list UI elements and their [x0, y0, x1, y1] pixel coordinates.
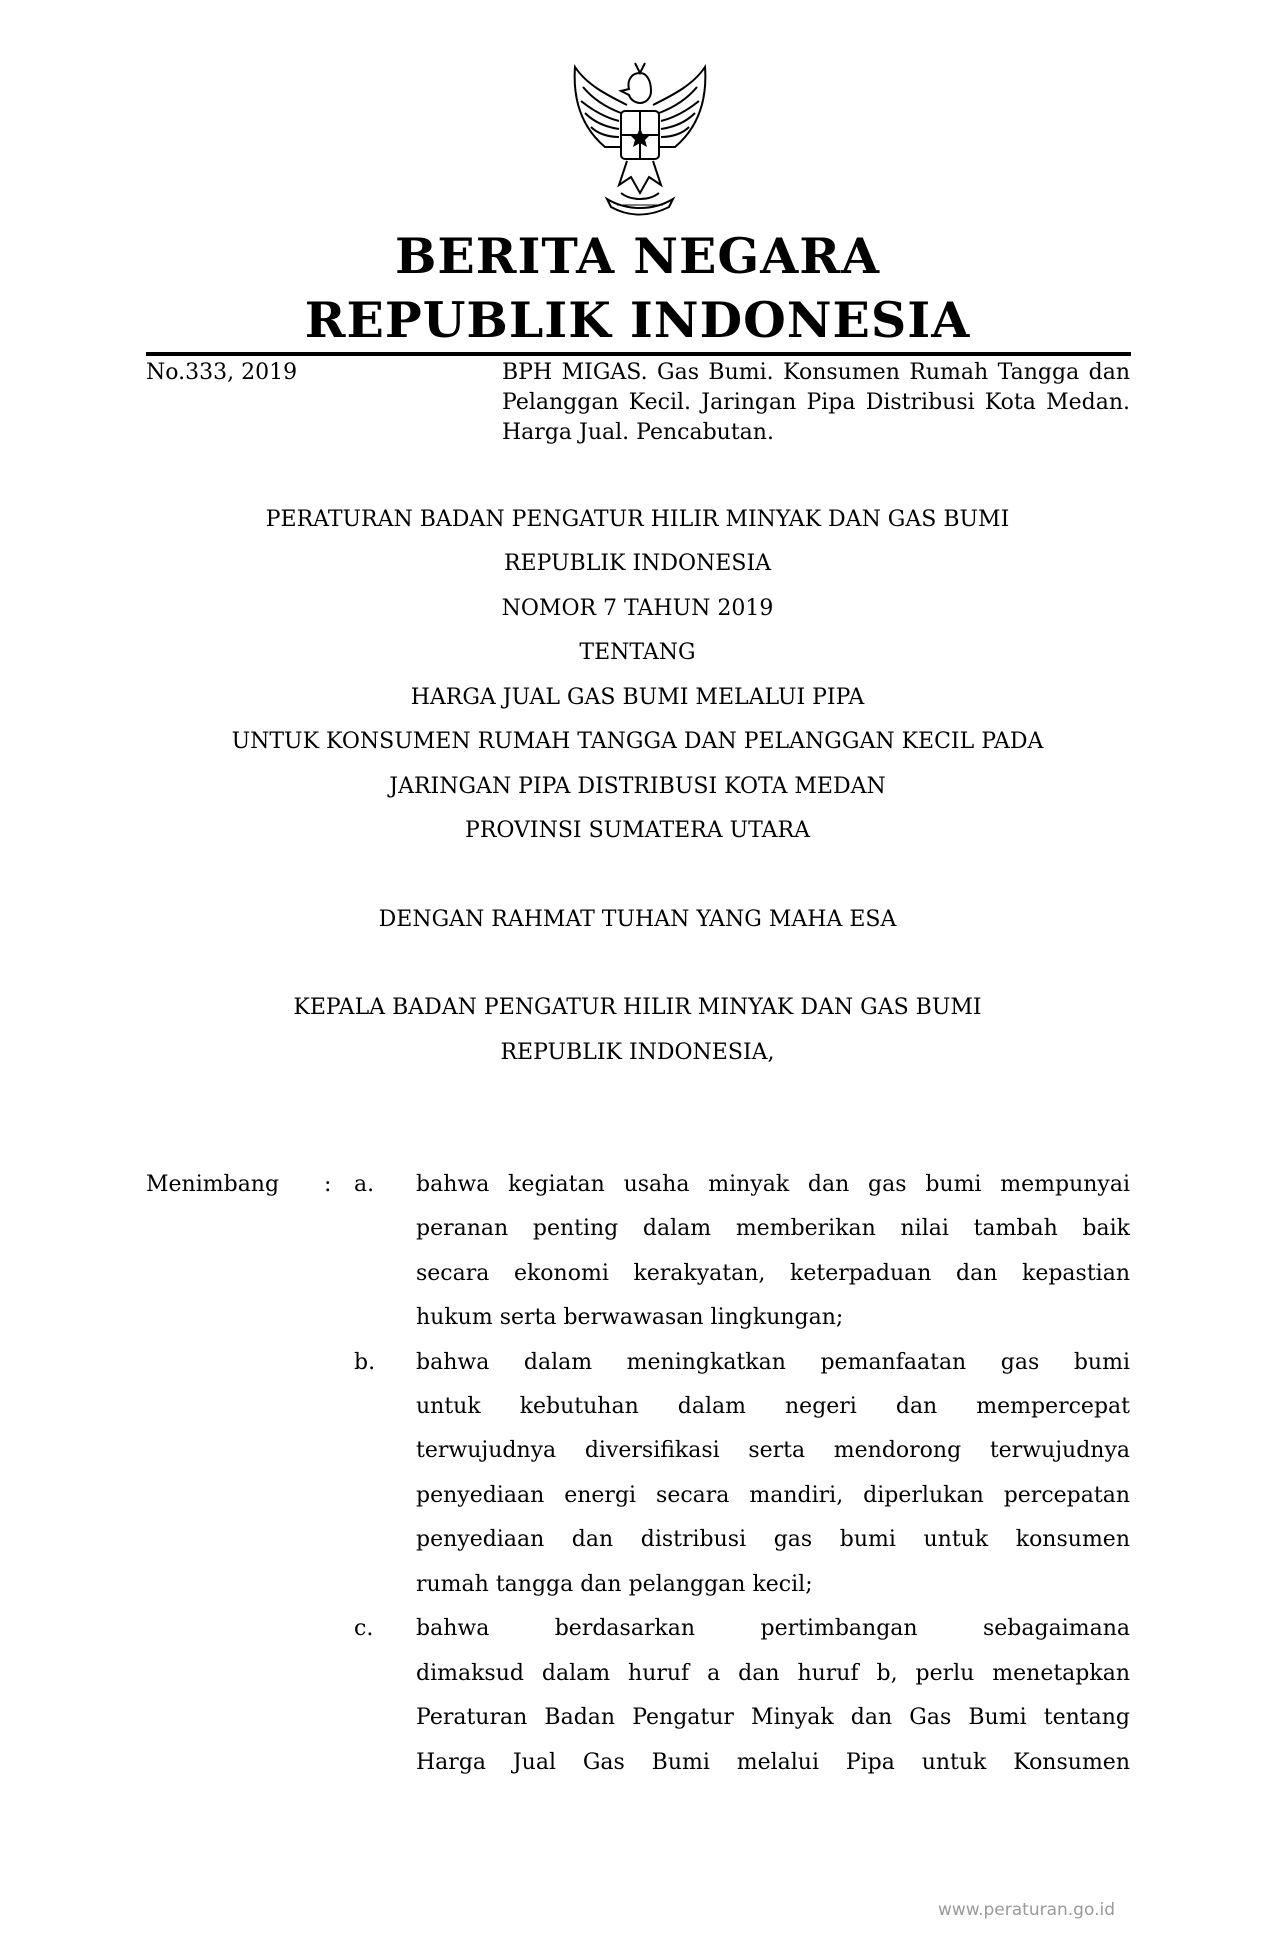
item-line: penyediaan dan distribusi gas bumi untuk konsumen — [416, 1527, 1130, 1552]
item-line: terwujudnya diversifikasi serta mendorong terwujudnya — [416, 1438, 1130, 1463]
regulation-title-line: UNTUK KONSUMEN RUMAH TANGGA DAN PELANGGAN KECIL PADA — [231, 729, 1044, 754]
garuda-emblem-icon — [557, 55, 723, 225]
item-letter: a. — [354, 1172, 375, 1197]
item-line: secara ekonomi kerakyatan, keterpaduan dan kepastian — [416, 1261, 1130, 1286]
regulation-title-line: PERATURAN BADAN PENGATUR HILIR MINYAK DAN GAS BUMI — [265, 507, 1010, 532]
item-line: dimaksud dalam huruf a dan huruf b, perlu menetapkan — [416, 1661, 1130, 1686]
item-letter: b. — [354, 1350, 376, 1375]
item-line: rumah tangga dan pelanggan kecil; — [416, 1572, 813, 1597]
blessing-line: DENGAN RAHMAT TUHAN YANG MAHA ESA — [378, 907, 897, 932]
regulation-title-line: PROVINSI SUMATERA UTARA — [465, 818, 810, 843]
item-line: peranan penting dalam memberikan nilai tambah baik — [416, 1216, 1130, 1241]
item-line: bahwa dalam meningkatkan pemanfaatan gas bumi — [416, 1350, 1130, 1375]
item-line: Harga Jual Gas Bumi melalui Pipa untuk Konsumen — [416, 1750, 1130, 1775]
masthead-subtitle: REPUBLIK INDONESIA — [304, 291, 971, 349]
authority-line: KEPALA BADAN PENGATUR HILIR MINYAK DAN GAS BUMI — [293, 995, 982, 1020]
masthead-title: BERITA NEGARA — [394, 227, 880, 285]
regulation-title-line: HARGA JUAL GAS BUMI MELALUI PIPA — [410, 685, 865, 710]
considering-colon: : — [324, 1172, 332, 1197]
gazette-subject: BPH MIGAS. Gas Bumi. Konsumen Rumah Tangga dan Pelanggan Kecil. Jaringan Pipa Distribusi Kota Medan. Harga Jual. Pencabutan. — [502, 360, 1130, 445]
item-letter: c. — [354, 1616, 374, 1641]
authority-line: REPUBLIK INDONESIA, — [500, 1040, 775, 1065]
regulation-title-line: REPUBLIK INDONESIA — [503, 551, 772, 576]
masthead-rule — [146, 352, 1131, 356]
regulation-title-line: TENTANG — [579, 640, 696, 665]
item-line: bahwa kegiatan usaha minyak dan gas bumi mempunyai — [416, 1172, 1130, 1197]
item-line: penyediaan energi secara mandiri, diperlukan percepatan — [416, 1483, 1130, 1508]
item-line: untuk kebutuhan dalam negeri dan mempercepat — [416, 1394, 1130, 1419]
regulation-title-line: NOMOR 7 TAHUN 2019 — [501, 596, 774, 621]
gazette-number: No.333, 2019 — [146, 360, 298, 385]
item-line: hukum serta berwawasan lingkungan; — [416, 1305, 844, 1330]
footer-watermark-url: www.peraturan.go.id — [937, 1900, 1115, 1920]
considering-label: Menimbang — [146, 1172, 280, 1197]
regulation-title-line: JARINGAN PIPA DISTRIBUSI KOTA MEDAN — [389, 774, 886, 799]
item-line: bahwa berdasarkan pertimbangan sebagaimana — [416, 1616, 1130, 1641]
item-line: Peraturan Badan Pengatur Minyak dan Gas Bumi tentang — [416, 1705, 1130, 1730]
